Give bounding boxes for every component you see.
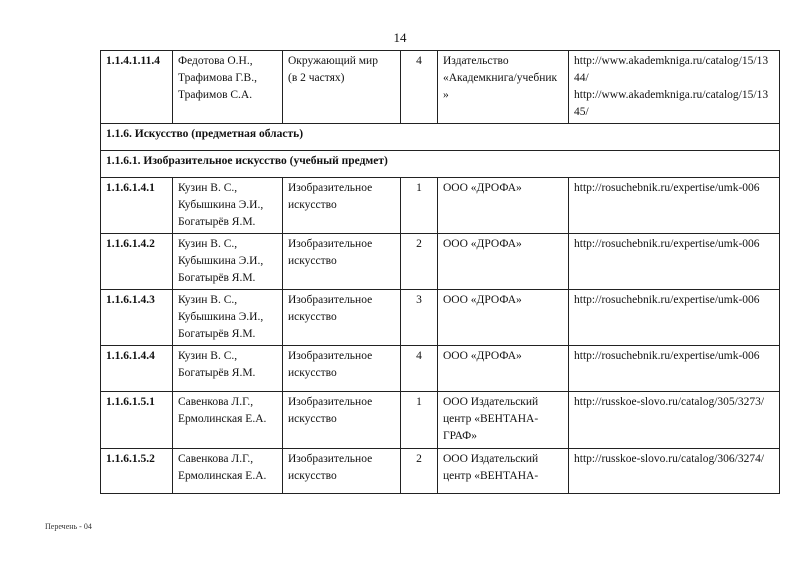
item-code xyxy=(101,290,173,346)
publisher-line: ООО «ДРОФА» xyxy=(443,238,522,250)
authors-line: Богатырёв Я.М. xyxy=(178,216,256,228)
publisher-line: ООО «ДРОФА» xyxy=(443,294,522,306)
grade-line: 4 xyxy=(416,55,422,67)
publisher xyxy=(438,346,569,392)
url-line: http://russkoe-slovo.ru/catalog/306/3274/ xyxy=(574,453,765,465)
authors xyxy=(173,178,283,234)
grade-line: 3 xyxy=(416,294,422,306)
publisher xyxy=(438,178,569,234)
authors-line: Кузин В. С., xyxy=(178,238,238,250)
publisher-line: центр «ВЕНТАНА- xyxy=(443,470,539,482)
authors-line: Ермолинская Е.А. xyxy=(178,470,267,482)
item-code-line: 1.1.6.1.4.2 xyxy=(106,238,155,250)
title-line: искусство xyxy=(288,470,337,482)
item-code-line: 1.1.6.1.4.1 xyxy=(106,182,155,194)
publisher xyxy=(438,290,569,346)
table-row xyxy=(101,234,780,290)
authors-line: Богатырёв Я.М. xyxy=(178,367,256,379)
title-line: Окружающий мир xyxy=(288,55,378,67)
table-row xyxy=(101,51,780,124)
item-code-line: 1.1.6.1.4.4 xyxy=(106,350,155,362)
grade xyxy=(401,290,438,346)
url-line: 45/ xyxy=(574,106,589,118)
title-line: Изобразительное xyxy=(288,396,373,408)
publisher xyxy=(438,51,569,124)
authors xyxy=(173,234,283,290)
publisher xyxy=(438,392,569,449)
page-number: 14 xyxy=(393,30,407,45)
publisher-line: ООО «ДРОФА» xyxy=(443,350,522,362)
title xyxy=(283,234,401,290)
grade-line: 2 xyxy=(416,453,422,465)
title-line: искусство xyxy=(288,413,337,425)
title xyxy=(283,290,401,346)
item-code xyxy=(101,234,173,290)
publisher-line: ООО «ДРОФА» xyxy=(443,182,522,194)
authors xyxy=(173,290,283,346)
authors-line: Кубышкина Э.И., xyxy=(178,311,264,323)
authors-line: Кузин В. С., xyxy=(178,350,238,362)
title xyxy=(283,51,401,124)
url-line: 44/ xyxy=(574,72,589,84)
grade xyxy=(401,392,438,449)
item-code xyxy=(101,346,173,392)
subsection-heading-row xyxy=(101,151,780,178)
publisher xyxy=(438,234,569,290)
authors-line: Трафимова Г.В., xyxy=(178,72,257,84)
publisher-line: ООО Издательский xyxy=(443,453,539,465)
authors-line: Ермолинская Е.А. xyxy=(178,413,267,425)
grade xyxy=(401,346,438,392)
url-line: http://www.akademkniga.ru/catalog/15/13 xyxy=(574,55,769,67)
publisher xyxy=(438,449,569,494)
authors-line: Трафимов С.А. xyxy=(178,89,253,101)
grade-line: 2 xyxy=(416,238,422,250)
grade xyxy=(401,234,438,290)
authors-line: Богатырёв Я.М. xyxy=(178,328,256,340)
authors-line: Кубышкина Э.И., xyxy=(178,199,264,211)
title xyxy=(283,449,401,494)
grade xyxy=(401,449,438,494)
url xyxy=(569,392,780,449)
table-row xyxy=(101,290,780,346)
url-line: http://russkoe-slovo.ru/catalog/305/3273/ xyxy=(574,396,765,408)
url-line: http://rosuchebnik.ru/expertise/umk-006 xyxy=(574,238,760,250)
title-line: Изобразительное xyxy=(288,453,373,465)
table-row xyxy=(101,449,780,494)
footer-note: Перечень - 04 xyxy=(45,522,92,531)
publisher-line: «Академкнига/учебник xyxy=(443,72,558,84)
authors xyxy=(173,392,283,449)
item-code-line: 1.1.6.1.4.3 xyxy=(106,294,155,306)
table-row xyxy=(101,346,780,392)
url xyxy=(569,346,780,392)
title-line: Изобразительное xyxy=(288,350,373,362)
authors xyxy=(173,51,283,124)
title xyxy=(283,346,401,392)
grade-line: 1 xyxy=(416,182,422,194)
item-code-line: 1.1.6.1.5.2 xyxy=(106,453,155,465)
item-code-line: 1.1.6.1.5.1 xyxy=(106,396,155,408)
grade xyxy=(401,178,438,234)
url-line: http://rosuchebnik.ru/expertise/umk-006 xyxy=(574,350,760,362)
title-line: искусство xyxy=(288,255,337,267)
grade xyxy=(401,51,438,124)
grade-line: 1 xyxy=(416,396,422,408)
publisher-line: ГРАФ» xyxy=(443,430,477,442)
item-code xyxy=(101,392,173,449)
authors-line: Савенкова Л.Г., xyxy=(178,453,254,465)
section-heading-row xyxy=(101,124,780,151)
authors xyxy=(173,449,283,494)
url-line: http://www.akademkniga.ru/catalog/15/13 xyxy=(574,89,769,101)
authors-line: Федотова О.Н., xyxy=(178,55,253,67)
publisher-line: центр «ВЕНТАНА- xyxy=(443,413,539,425)
item-code xyxy=(101,178,173,234)
table-row xyxy=(101,178,780,234)
subsection-heading: 1.1.6.1. Изобразительное искусство (учебный предмет) xyxy=(101,151,780,178)
title-line: искусство xyxy=(288,311,337,323)
textbook-table xyxy=(100,50,780,494)
item-code-line: 1.1.4.1.11.4 xyxy=(106,55,160,67)
item-code xyxy=(101,449,173,494)
table-row xyxy=(101,392,780,449)
url xyxy=(569,51,780,124)
url-line: http://rosuchebnik.ru/expertise/umk-006 xyxy=(574,294,760,306)
section-heading: 1.1.6. Искусство (предметная область) xyxy=(101,124,780,151)
url xyxy=(569,234,780,290)
title xyxy=(283,178,401,234)
url xyxy=(569,290,780,346)
title-line: искусство xyxy=(288,367,337,379)
url xyxy=(569,178,780,234)
title-line: искусство xyxy=(288,199,337,211)
title-line: Изобразительное xyxy=(288,294,373,306)
authors xyxy=(173,346,283,392)
url xyxy=(569,449,780,494)
grade-line: 4 xyxy=(416,350,422,362)
title-line: Изобразительное xyxy=(288,182,373,194)
authors-line: Савенкова Л.Г., xyxy=(178,396,254,408)
authors-line: Кубышкина Э.И., xyxy=(178,255,264,267)
publisher-line: ООО Издательский xyxy=(443,396,539,408)
item-code xyxy=(101,51,173,124)
title-line: Изобразительное xyxy=(288,238,373,250)
url-line: http://rosuchebnik.ru/expertise/umk-006 xyxy=(574,182,760,194)
publisher-line: Издательство xyxy=(443,55,509,67)
publisher-line: » xyxy=(443,89,449,101)
authors-line: Кузин В. С., xyxy=(178,182,238,194)
title xyxy=(283,392,401,449)
title-line: (в 2 частях) xyxy=(288,72,345,84)
authors-line: Богатырёв Я.М. xyxy=(178,272,256,284)
authors-line: Кузин В. С., xyxy=(178,294,238,306)
